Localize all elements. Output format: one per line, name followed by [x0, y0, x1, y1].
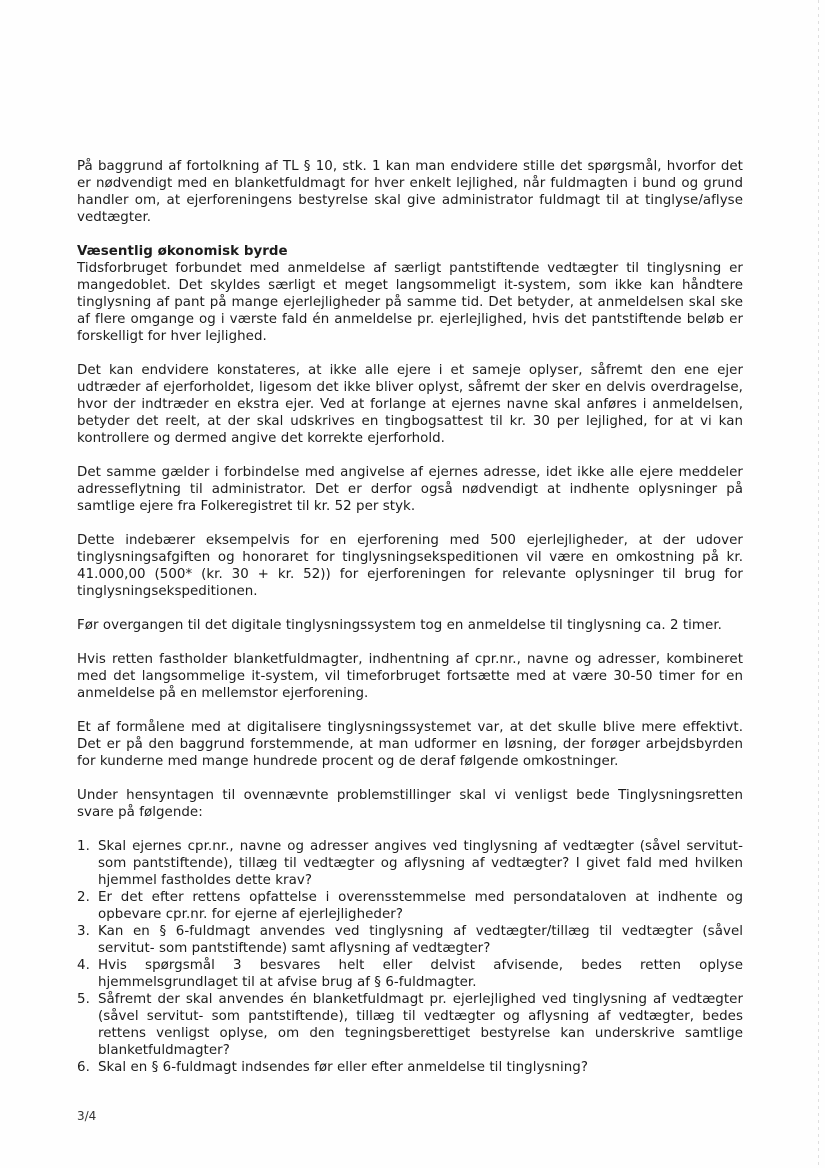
paragraph-request: Under hensyntagen til ovennævnte problemstillinger skal vi venligst bede Tinglysningsretten svare på følgende: — [77, 788, 743, 820]
intro-paragraph: På baggrund af fortolkning af TL § 10, stk. 1 kan man endvidere stille det spørgsmål, hvorfor det er nødvendigt med en blanketfuldmagt for hver enkelt lejlighed, når fuldmagten i bund og grund handler om, at ejerforeningens bestyrelse skal give administrator fuldmagt til at tinglyse/aflyse vedtægter. — [77, 159, 743, 225]
list-number: 4. — [77, 958, 90, 973]
list-item — [77, 889, 743, 923]
paragraph-before-digital: Før overgangen til det digitale tinglysningssystem tog en anmeldelse til tinglysning ca. 2 timer. — [77, 618, 722, 633]
list-text: Såfremt der skal anvendes én blanketfuldmagt pr. ejerlejlighed ved tinglysning af vedtægter (såvel servitut- som pantstiftende), tillæg til vedtægter og aflysning af vedtægter, bedes rettens venligst oplyse, om den tegningsberettiget bestyrelse kan underskrive samtlige blanketfuldmagter? — [98, 992, 743, 1058]
list-item — [77, 838, 743, 889]
question-list — [77, 838, 743, 1076]
list-number: 6. — [77, 1060, 90, 1075]
list-item — [77, 1059, 743, 1076]
section-economic-burden — [77, 243, 743, 345]
paragraph-example-cost: Dette indebærer eksempelvis for en ejerforening med 500 ejerlejligheder, at der udover tinglysningsafgiften og honoraret for tinglysningsekspeditionen vil være en omkostning på kr. 41.000,00 (500* (kr. 30 + kr. 52)) for ejerforeningen for relevante oplysninger til brug for tinglysningsekspeditionen. — [77, 533, 743, 599]
paragraph-digitalisation: Et af formålene med at digitalisere tinglysningssystemet var, at det skulle blive mere effektivt. Det er på den baggrund forstemmende, at man udformer en løsning, der forøger arbejdsbyrden for kunderne med mange hundrede procent og de deraf følgende omkostninger. — [77, 720, 743, 769]
document-body — [77, 158, 743, 1076]
list-text: Er det efter rettens opfattelse i overensstemmelse med persondataloven at indhente og opbevare cpr.nr. for ejerne af ejerlejligheder? — [98, 890, 743, 922]
list-text: Hvis spørgsmål 3 besvares helt eller delvist afvisende, bedes retten oplyse hjemmelsgrundlaget til at afvise brug af § 6-fuldmagter. — [98, 958, 743, 990]
list-number: 1. — [77, 839, 90, 854]
list-item — [77, 957, 743, 991]
section-paragraph: Tidsforbruget forbundet med anmeldelse af særligt pantstiftende vedtægter til tinglysning er mangedoblet. Det skyldes særligt et meget langsommeligt it-system, som ikke kan håndtere tinglysning af pant på mange ejerlejligheder på samme tid. Det betyder, at anmeldelsen skal ske af flere omgange og i værste fald én anmeldelse pr. ejerlejlighed, hvis det pantstiftende beløb er forskelligt for hver lejlighed. — [77, 261, 743, 344]
list-text: Skal en § 6-fuldmagt indsendes før eller efter anmeldelse til tinglysning? — [98, 1060, 589, 1075]
list-item — [77, 923, 743, 957]
page-number: 3/4 — [77, 1109, 97, 1123]
scan-edge — [818, 0, 819, 1168]
paragraph-addresses: Det samme gælder i forbindelse med angivelse af ejernes adresse, idet ikke alle ejere meddeler adresseflytning til administrator. Det er derfor også nødvendigt at indhente oplysninger på samtlige ejere fra Folkeregistret til kr. 52 per styk. — [77, 465, 743, 514]
section-heading: Væsentlig økonomisk byrde — [77, 244, 288, 259]
list-item — [77, 991, 743, 1059]
list-number: 5. — [77, 992, 90, 1007]
list-text: Skal ejernes cpr.nr., navne og adresser angives ved tinglysning af vedtægter (såvel servitut- som pantstiftende), tillæg til vedtægter og aflysning af vedtægter? I givet fald med hvilken hjemmel fastholdes dette krav? — [98, 839, 743, 888]
list-text: Kan en § 6-fuldmagt anvendes ved tinglysning af vedtægter/tillæg til vedtægter (såvel servitut- som pantstiftende) samt aflysning af vedtægter? — [98, 924, 743, 956]
list-number: 2. — [77, 890, 90, 905]
list-number: 3. — [77, 924, 90, 939]
paragraph-time-usage: Hvis retten fastholder blanketfuldmagter, indhentning af cpr.nr., navne og adresser, kombineret med det langsommelige it-system, vil timeforbruget fortsætte med at være 30-50 timer for en anmeldelse på en mellemstor ejerforening. — [77, 652, 743, 701]
paragraph-owners: Det kan endvidere konstateres, at ikke alle ejere i et sameje oplyser, såfremt den ene ejer udtræder af ejerforholdet, ligesom det ikke bliver oplyst, såfremt der sker en delvis overdragelse, hvor der indtræder en ekstra ejer. Ved at forlange at ejernes navne skal anføres i anmeldelsen, betyder det reelt, at der skal udskrives en tingbogsattest til kr. 30 per lejlighed, for at vi kan kontrollere og dermed angive det korrekte ejerforhold. — [77, 363, 743, 446]
